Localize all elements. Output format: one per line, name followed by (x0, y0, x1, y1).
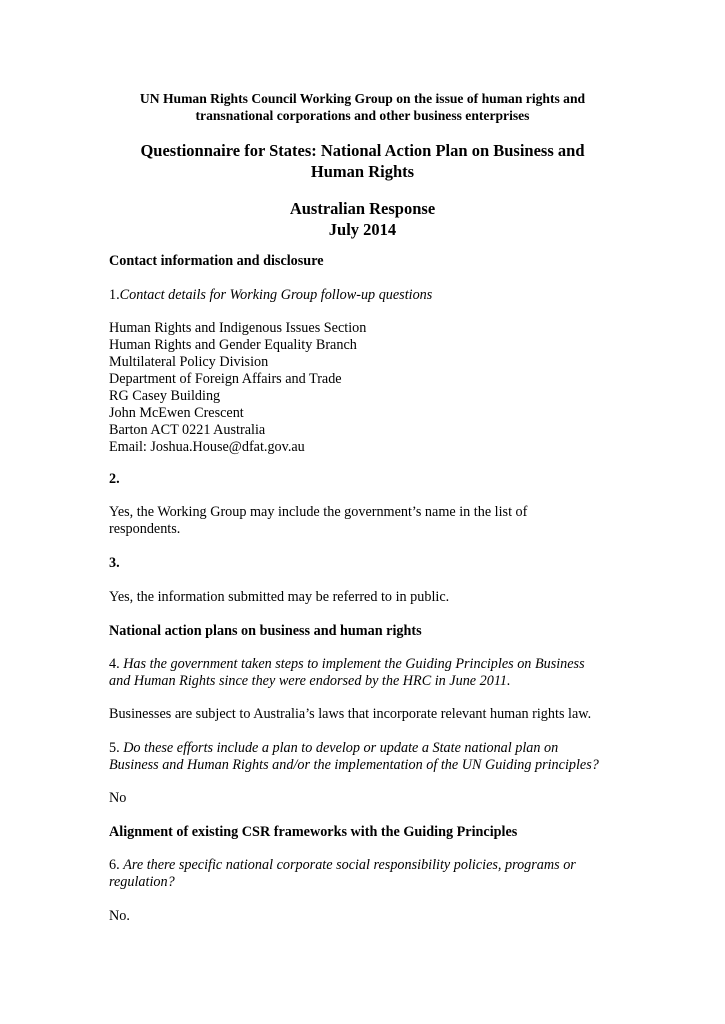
question-5-text-line-2: Business and Human Rights and/or the implementation of the UN Guiding principles? (109, 757, 599, 773)
question-5 (109, 740, 649, 774)
question-1 (109, 287, 649, 304)
address-line: Department of Foreign Affairs and Trade (109, 371, 342, 387)
section-heading-nap: National action plans on business and human rights (109, 623, 422, 639)
question-6 (109, 857, 649, 891)
question-6-answer: No. (109, 908, 130, 924)
question-5-number: 5. (109, 740, 124, 756)
address-line: Multilateral Policy Division (109, 354, 269, 370)
answer-line: Yes, the Working Group may include the government’s name in the list of (109, 504, 528, 520)
question-4-text-line-2: and Human Rights since they were endorsed by the HRC in June 2011. (109, 673, 511, 689)
address-line: Human Rights and Gender Equality Branch (109, 337, 357, 353)
address-line: Human Rights and Indigenous Issues Section (109, 320, 367, 336)
question-1-number: 1. (109, 287, 120, 303)
question-5-text-line-1: Do these efforts include a plan to develop or update a State national plan on (123, 740, 559, 756)
question-6-text-line-1: Are there specific national corporate social responsibility policies, programs or (123, 857, 576, 873)
question-6-number: 6. (109, 857, 124, 873)
address-line: Barton ACT 0221 Australia (109, 422, 266, 438)
question-3-answer: Yes, the information submitted may be referred to in public. (109, 589, 450, 605)
contact-address (109, 320, 649, 456)
question-3-number: 3. (109, 555, 120, 571)
org-heading-line-2: transnational corporations and other business enterprises (195, 108, 530, 123)
org-heading (60, 90, 665, 124)
question-4-answer: Businesses are subject to Australia’s laws that incorporate relevant human rights law. (109, 706, 592, 722)
response-heading (60, 198, 665, 240)
document-title (60, 140, 665, 182)
question-4-text-line-1: Has the government taken steps to implement the Guiding Principles on Business (123, 656, 585, 672)
question-2-number: 2. (109, 471, 120, 487)
question-1-text: Contact details for Working Group follow-up questions (119, 287, 433, 303)
question-4-number: 4. (109, 656, 124, 672)
question-2-answer (109, 504, 649, 538)
contact-email: Email: Joshua.House@dfat.gov.au (109, 439, 305, 455)
title-line-1: Questionnaire for States: National Action Plan on Business and (140, 141, 585, 160)
question-4 (109, 656, 649, 690)
section-heading-csr: Alignment of existing CSR frameworks with the Guiding Principles (109, 824, 518, 840)
org-heading-line-1: UN Human Rights Council Working Group on the issue of human rights and (139, 91, 586, 106)
answer-line: respondents. (109, 521, 181, 537)
address-line: RG Casey Building (109, 388, 221, 404)
response-title: Australian Response (289, 199, 436, 218)
title-line-2: Human Rights (310, 162, 415, 181)
question-6-text-line-2: regulation? (109, 874, 175, 890)
section-heading-contact: Contact information and disclosure (109, 253, 324, 269)
response-date: July 2014 (328, 220, 397, 239)
question-5-answer: No (109, 790, 127, 806)
address-line: John McEwen Crescent (109, 405, 244, 421)
